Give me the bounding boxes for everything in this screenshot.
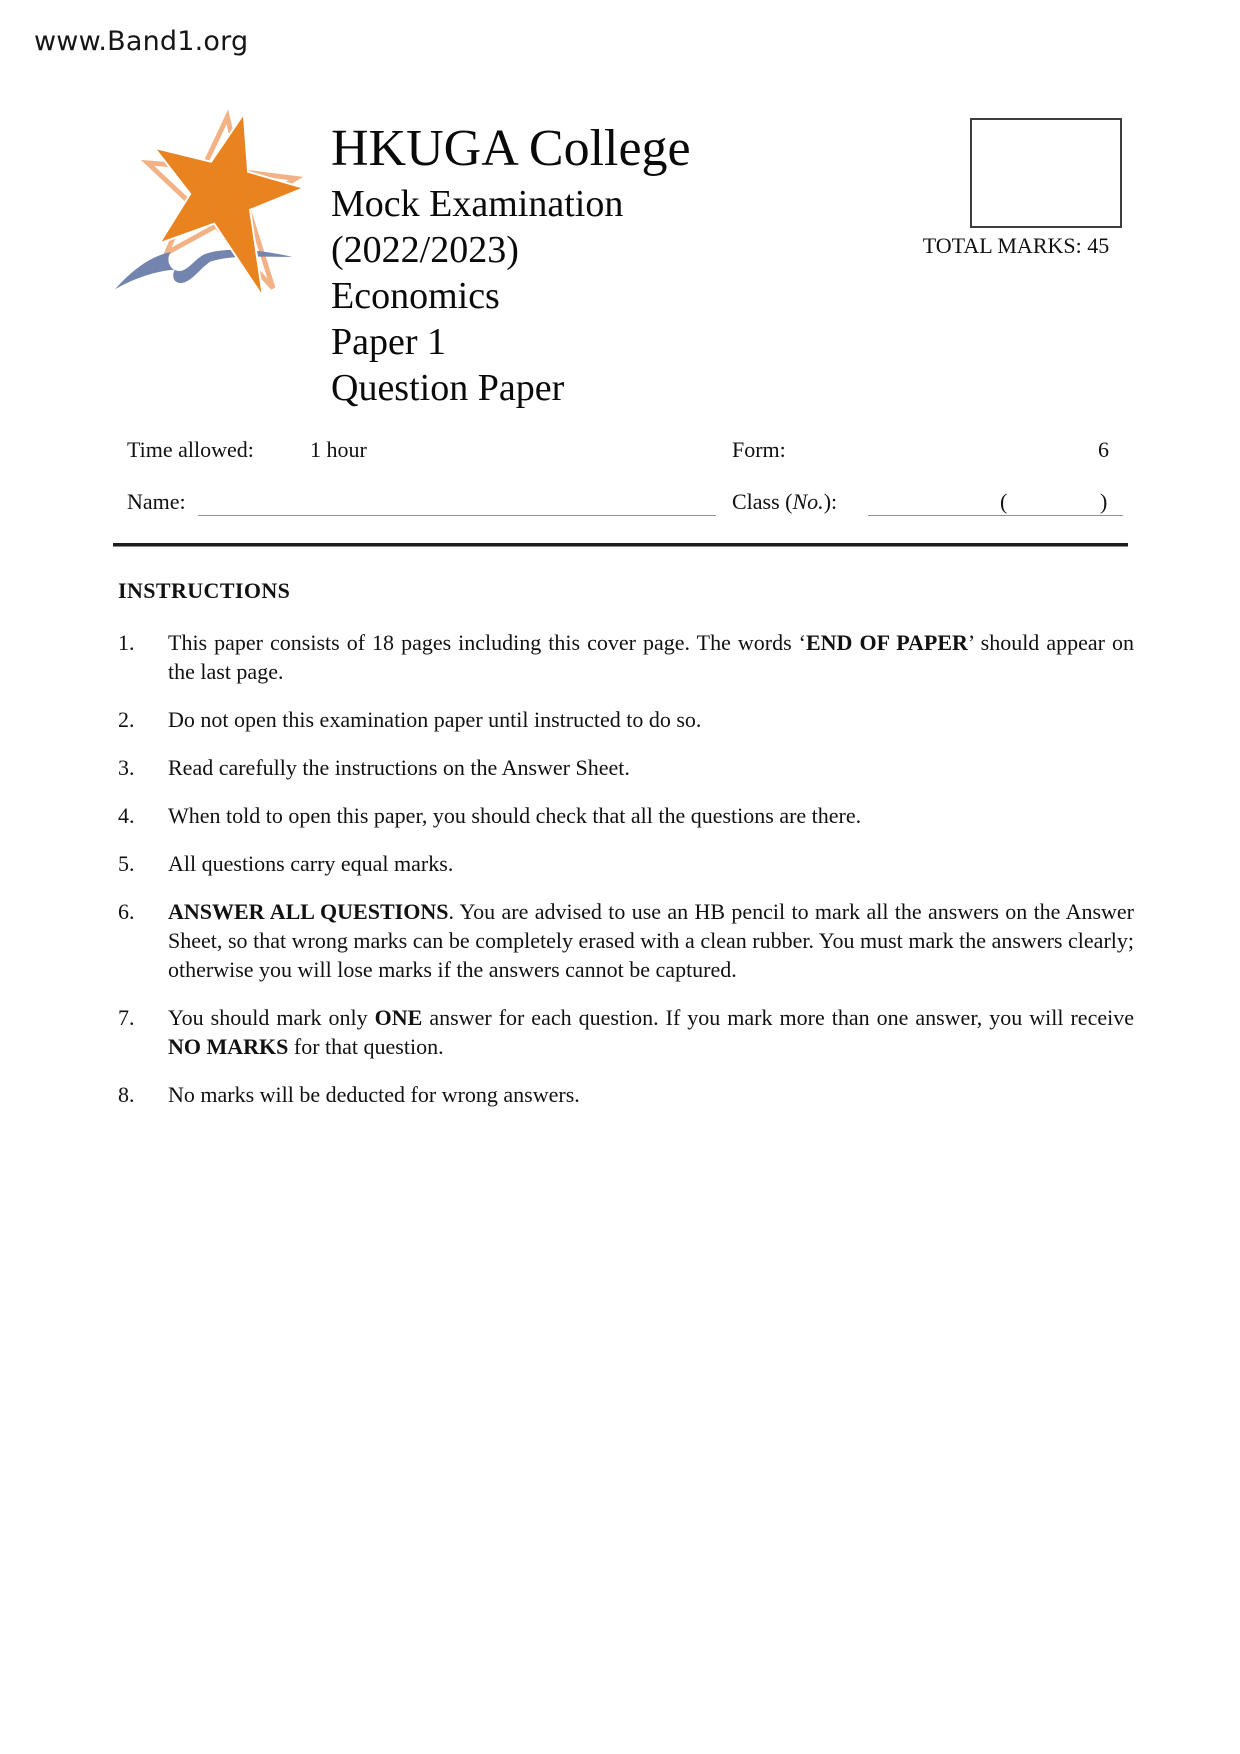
instruction-item: [118, 628, 1134, 686]
form-value: 6: [1098, 437, 1109, 462]
instruction-item: [118, 753, 1134, 782]
school-logo: [112, 100, 308, 307]
subtitle-line-year: (2022/2023): [331, 229, 519, 271]
instruction-number: 7.: [118, 1005, 135, 1030]
instruction-number: 3.: [118, 755, 135, 780]
subtitle-line-question-paper: Question Paper: [331, 367, 565, 409]
instruction-text: Do not open this examination paper until instructed to do so.: [168, 707, 702, 732]
class-label-suffix: ):: [823, 489, 838, 514]
star-shape: [157, 116, 301, 292]
page-title: HKUGA College: [331, 120, 691, 177]
class-paren-open: (: [1000, 489, 1008, 514]
time-allowed-value: 1 hour: [310, 437, 367, 462]
instructions-list: [118, 628, 1134, 1128]
subtitle-line-paper: Paper 1: [331, 321, 447, 363]
instruction-text: This paper consists of 18 pages including this cover page. The words ‘END OF PAPER’ should appear on the last page.: [168, 630, 1134, 684]
instruction-text: Read carefully the instructions on the Answer Sheet.: [168, 755, 630, 780]
instruction-text: When told to open this paper, you should check that all the questions are there.: [168, 803, 862, 828]
class-fill-line: [868, 489, 1123, 516]
name-fill-line: [198, 489, 716, 516]
class-label-no-italic: No.: [792, 489, 824, 514]
subtitle-line-mock-examination: Mock Examination: [331, 183, 624, 225]
instruction-number: 6.: [118, 899, 135, 924]
class-paren-close: ): [1100, 489, 1108, 514]
instruction-text: No marks will be deducted for wrong answers.: [168, 1082, 580, 1107]
instructions-heading: INSTRUCTIONS: [118, 578, 291, 603]
instruction-item: [118, 1080, 1134, 1109]
watermark-text: www.Band1.org: [34, 26, 249, 57]
exam-subtitle: [331, 181, 623, 411]
form-label: Form:: [732, 437, 786, 462]
total-marks-box: [970, 118, 1122, 228]
instruction-item: [118, 801, 1134, 830]
instruction-item: [118, 705, 1134, 734]
instruction-number: 1.: [118, 630, 135, 655]
instruction-number: 5.: [118, 851, 135, 876]
instruction-number: 8.: [118, 1082, 135, 1107]
instruction-text: ANSWER ALL QUESTIONS. You are advised to use an HB pencil to mark all the answers on the Answer Sheet, so that wrong marks can be completely erased with a clean rubber. You must mark the answers clearly; otherwise you will lose marks if the answers cannot be captured.: [168, 899, 1134, 982]
instruction-text: All questions carry equal marks.: [168, 851, 454, 876]
class-label: [732, 489, 837, 515]
time-allowed-label: Time allowed:: [127, 437, 254, 462]
instruction-number: 4.: [118, 803, 135, 828]
instruction-item: [118, 897, 1134, 984]
instruction-item: [118, 849, 1134, 878]
instruction-text: You should mark only ONE answer for each question. If you mark more than one answer, you will receive NO MARKS for that question.: [168, 1005, 1134, 1059]
class-label-prefix: Class (: [732, 489, 793, 514]
name-label: Name:: [127, 489, 186, 514]
instruction-number: 2.: [118, 707, 135, 732]
subtitle-line-subject: Economics: [331, 275, 500, 317]
header-divider-rule: [113, 543, 1128, 547]
total-marks-label: TOTAL MARKS: 45: [922, 233, 1110, 258]
instruction-item: [118, 1003, 1134, 1061]
